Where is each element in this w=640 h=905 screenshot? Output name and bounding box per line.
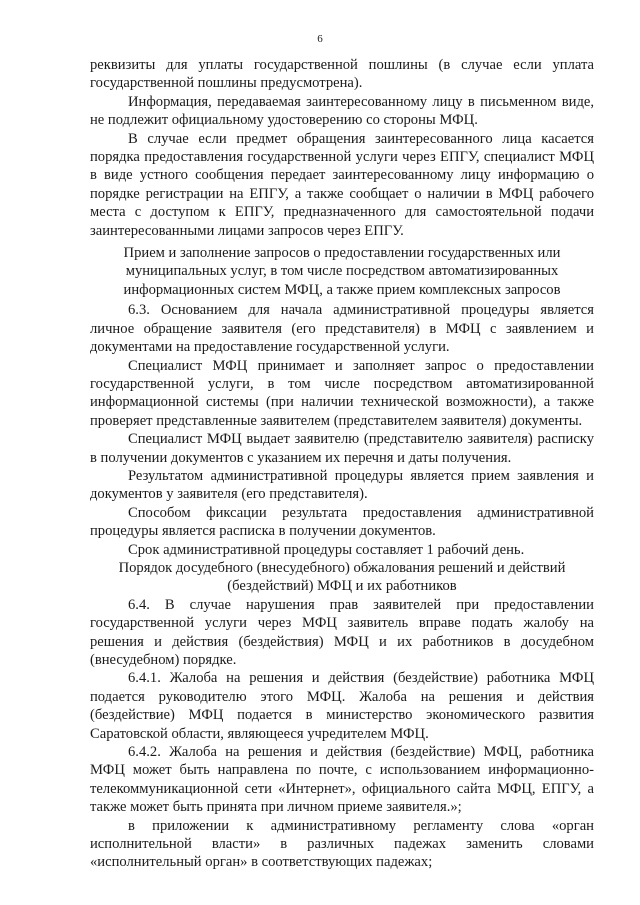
paragraph: Специалист МФЦ выдает заявителю (представителю заявителя) расписку в получении документов с указанием их перечня и даты получения. <box>90 431 594 466</box>
paragraph: В случае если предмет обращения заинтересованного лица касается порядка предоставления государственной услуги через ЕПГУ, специалист МФЦ в виде устного сообщения передает заинтересованному лицу информацию о порядке регистрации на ЕПГУ, а также сообщает о наличии в МФЦ рабочего места с доступом к ЕПГУ, предназначенного для самостоятельной подачи заинтересованными лицами запросов через ЕПГУ. <box>90 130 594 239</box>
paragraph: Результатом административной процедуры является прием заявления и документов у заявителя (его представителя). <box>90 467 594 503</box>
document-body <box>90 56 594 872</box>
paragraph: 6.4.2. Жалоба на решения и действия (бездействие) МФЦ, работника МФЦ может быть направлена по почте, с использованием информационно-телекоммуникационной сети «Интернет», официального сайта МФЦ, ЕПГУ, а также может быть принята при личном приеме заявителя.»; <box>90 744 594 816</box>
section-heading: Прием и заполнение запросов о предоставлении государственных или муниципальных услуг, в том числе посредством автоматизированных информационных систем МФЦ, а также прием комплексных запросов <box>123 245 561 298</box>
page-number: 6 <box>317 33 323 45</box>
paragraph: 6.3. Основанием для начала административной процедуры является личное обращение заявителя (его представителя) в МФЦ с заявлением и документами на предоставление государственной услуги. <box>90 302 594 356</box>
paragraph: 6.4.1. Жалоба на решения и действия (бездействие) работника МФЦ подается руководителю этого МФЦ. Жалоба на решения и действия (бездействие) МФЦ подается в министерство экономического развития Саратовской области, являющееся учредителем МФЦ. <box>90 670 594 742</box>
paragraph: в приложении к административному регламенту слова «орган исполнительной власти» в различных падежах заменить словами «исполнительный орган» в соответствующих падежах; <box>90 817 594 871</box>
paragraph: Способом фиксации результата предоставления административной процедуры является расписка в получении документов. <box>90 504 594 540</box>
paragraph: Специалист МФЦ принимает и заполняет запрос о предоставлении государственной услуги, в том числе посредством автоматизированной информационной системы (при наличии технической возможности), а также проверяет представленные заявителем (представителем заявителя) документы. <box>90 357 594 429</box>
paragraph: реквизиты для уплаты государственной пошлины (в случае если уплата государственной пошлины предусмотрена). <box>90 57 594 92</box>
paragraph: Срок административной процедуры составляет 1 рабочий день. <box>128 541 525 558</box>
paragraph: Информация, передаваемая заинтересованному лицу в письменном виде, не подлежит официальному удостоверению со стороны МФЦ. <box>90 93 594 129</box>
section-heading: Порядок досудебного (внесудебного) обжалования решений и действий (бездействий) МФЦ и их работников <box>118 559 566 595</box>
paragraph: 6.4. В случае нарушения прав заявителей при предоставлении государственной услуги через МФЦ заявитель вправе подать жалобу на решения и действия (бездействия) МФЦ и их работников в досудебном (внесудебном) порядке. <box>90 596 594 668</box>
